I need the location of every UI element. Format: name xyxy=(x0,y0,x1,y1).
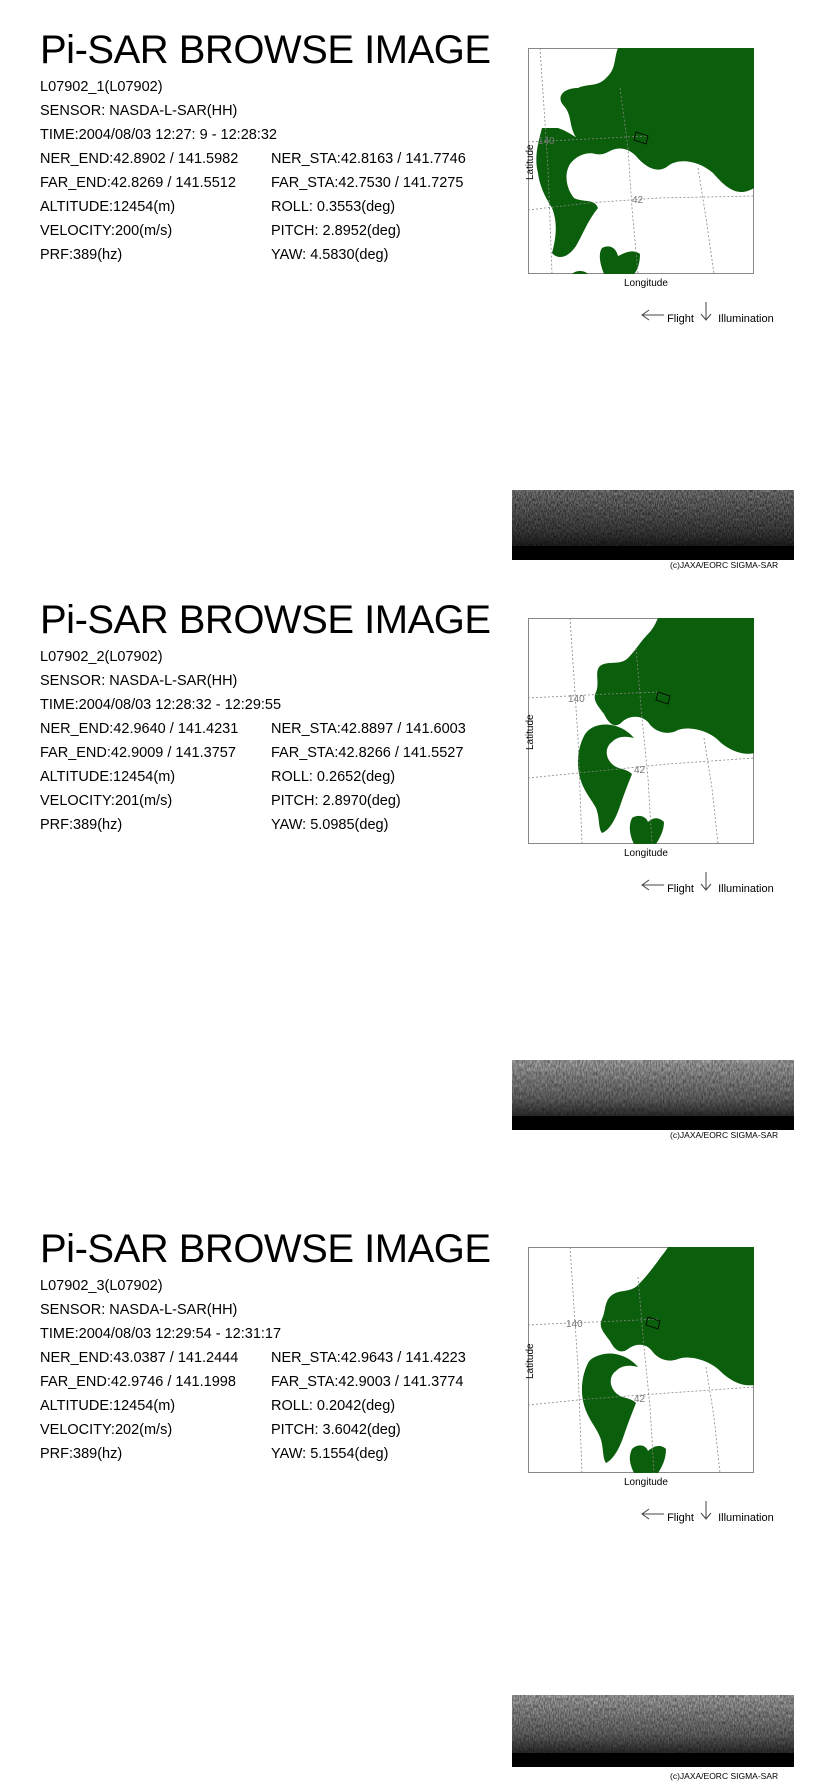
altitude-text: ALTITUDE:12454(m) xyxy=(40,199,176,215)
prf-text: PRF:389(hz) xyxy=(40,1446,123,1462)
browse-panel-3 xyxy=(0,1199,822,1781)
velocity-text: VELOCITY:201(m/s) xyxy=(40,793,173,809)
ner-end-text: NER_END:42.8902 / 141.5982 xyxy=(40,151,239,167)
sensor-text: SENSOR: NASDA-L-SAR(HH) xyxy=(40,673,238,689)
yaw-text: YAW: 5.1554(deg) xyxy=(271,1446,389,1462)
lat-tick-label: 140 xyxy=(566,1319,583,1330)
velocity-text: VELOCITY:202(m/s) xyxy=(40,1422,173,1438)
sar-image-strip xyxy=(512,490,794,560)
far-sta-text: FAR_STA:42.8266 / 141.5527 xyxy=(271,745,464,761)
flight-label: Flight xyxy=(667,313,694,326)
ner-end-text: NER_END:43.0387 / 141.2444 xyxy=(40,1350,239,1366)
map-y-label: Latitude xyxy=(525,714,536,750)
illumination-label: Illumination xyxy=(718,883,774,896)
sar-image-strip xyxy=(512,1695,794,1767)
time-text: TIME:2004/08/03 12:27: 9 - 12:28:32 xyxy=(40,127,277,143)
roll-text: ROLL: 0.2652(deg) xyxy=(271,769,396,785)
copyright-credit: (c)JAXA/EORC SIGMA-SAR xyxy=(670,1771,779,1781)
illumination-arrow-icon xyxy=(697,1501,715,1521)
far-sta-text: FAR_STA:42.9003 / 141.3774 xyxy=(271,1374,464,1390)
ner-sta-text: NER_STA:42.9643 / 141.4223 xyxy=(271,1350,466,1366)
far-end-text: FAR_END:42.8269 / 141.5512 xyxy=(40,175,236,191)
flight-legend xyxy=(640,872,774,894)
pitch-text: PITCH: 2.8952(deg) xyxy=(271,223,401,239)
map-x-label: Longitude xyxy=(624,278,668,289)
time-text: TIME:2004/08/03 12:28:32 - 12:29:55 xyxy=(40,697,282,713)
far-end-text: FAR_END:42.9746 / 141.1998 xyxy=(40,1374,236,1390)
location-map xyxy=(528,1247,754,1473)
illumination-label: Illumination xyxy=(718,313,774,326)
altitude-text: ALTITUDE:12454(m) xyxy=(40,769,176,785)
scene-id: L07902_3(L07902) xyxy=(40,1278,163,1294)
sensor-text: SENSOR: NASDA-L-SAR(HH) xyxy=(40,1302,238,1318)
page-title: Pi-SAR BROWSE IMAGE xyxy=(40,1227,491,1271)
yaw-text: YAW: 5.0985(deg) xyxy=(271,817,389,833)
prf-text: PRF:389(hz) xyxy=(40,247,123,263)
illumination-arrow-icon xyxy=(697,872,715,892)
flight-label: Flight xyxy=(667,883,694,896)
ner-end-text: NER_END:42.9640 / 141.4231 xyxy=(40,721,239,737)
altitude-text: ALTITUDE:12454(m) xyxy=(40,1398,176,1414)
location-map xyxy=(528,618,754,844)
flight-label: Flight xyxy=(667,1512,694,1525)
flight-legend xyxy=(640,302,774,324)
lon-tick-label: 42 xyxy=(634,765,646,776)
copyright-credit: (c)JAXA/EORC SIGMA-SAR xyxy=(670,560,779,570)
map-y-label: Latitude xyxy=(525,144,536,180)
lon-tick-label: 42 xyxy=(632,195,644,206)
browse-panel-1 xyxy=(0,0,822,570)
roll-text: ROLL: 0.3553(deg) xyxy=(271,199,396,215)
velocity-text: VELOCITY:200(m/s) xyxy=(40,223,173,239)
ner-sta-text: NER_STA:42.8163 / 141.7746 xyxy=(271,151,466,167)
roll-text: ROLL: 0.2042(deg) xyxy=(271,1398,396,1414)
sar-image-strip xyxy=(512,1060,794,1130)
sensor-text: SENSOR: NASDA-L-SAR(HH) xyxy=(40,103,238,119)
ner-sta-text: NER_STA:42.8897 / 141.6003 xyxy=(271,721,466,737)
scene-id: L07902_2(L07902) xyxy=(40,649,163,665)
yaw-text: YAW: 4.5830(deg) xyxy=(271,247,389,263)
flight-legend xyxy=(640,1501,774,1523)
lat-tick-label: 140 xyxy=(538,136,555,147)
time-text: TIME:2004/08/03 12:29:54 - 12:31:17 xyxy=(40,1326,282,1342)
location-map xyxy=(528,48,754,274)
far-end-text: FAR_END:42.9009 / 141.3757 xyxy=(40,745,236,761)
flight-arrow-icon xyxy=(640,308,664,322)
lat-tick-label: 140 xyxy=(568,694,585,705)
page-title: Pi-SAR BROWSE IMAGE xyxy=(40,28,491,72)
illumination-arrow-icon xyxy=(697,302,715,322)
map-x-label: Longitude xyxy=(624,1477,668,1488)
page-title: Pi-SAR BROWSE IMAGE xyxy=(40,598,491,642)
copyright-credit: (c)JAXA/EORC SIGMA-SAR xyxy=(670,1130,779,1140)
prf-text: PRF:389(hz) xyxy=(40,817,123,833)
map-y-label: Latitude xyxy=(525,1343,536,1379)
flight-arrow-icon xyxy=(640,878,664,892)
illumination-label: Illumination xyxy=(718,1512,774,1525)
browse-panel-2 xyxy=(0,570,822,1140)
lon-tick-label: 42 xyxy=(634,1394,646,1405)
far-sta-text: FAR_STA:42.7530 / 141.7275 xyxy=(271,175,464,191)
scene-id: L07902_1(L07902) xyxy=(40,79,163,95)
pitch-text: PITCH: 3.6042(deg) xyxy=(271,1422,401,1438)
flight-arrow-icon xyxy=(640,1507,664,1521)
map-x-label: Longitude xyxy=(624,848,668,859)
pitch-text: PITCH: 2.8970(deg) xyxy=(271,793,401,809)
